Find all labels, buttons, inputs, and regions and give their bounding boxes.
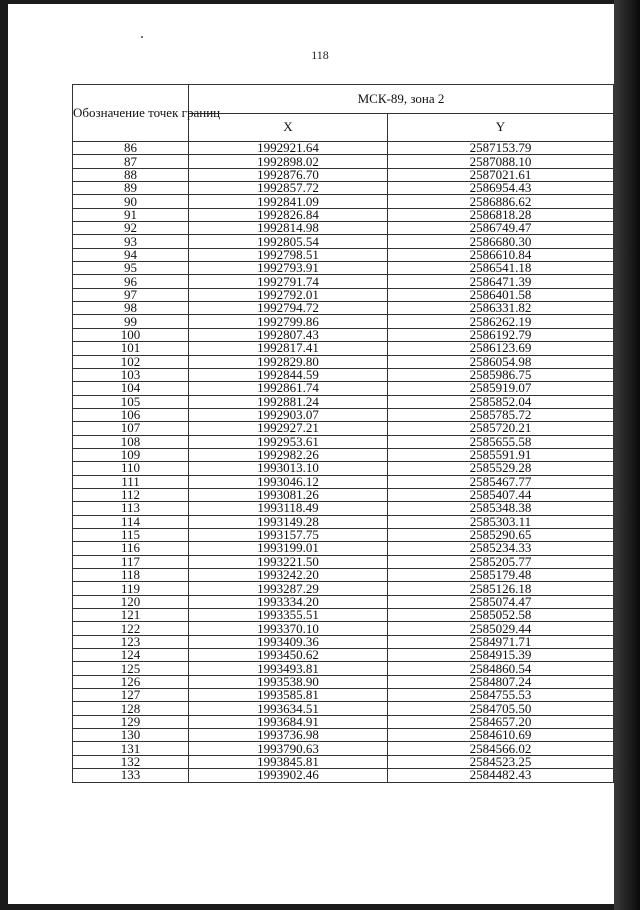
coord-x: 1992881.24: [189, 395, 388, 408]
coord-y: 2585205.77: [388, 555, 614, 568]
table-row: [73, 168, 614, 181]
coord-x: 1992841.09: [189, 195, 388, 208]
table-row: [73, 729, 614, 742]
coord-y: 2584755.53: [388, 689, 614, 702]
point-number: 108: [73, 435, 189, 448]
table-row: [73, 742, 614, 755]
coord-y: 2585919.07: [388, 382, 614, 395]
coord-y: 2585655.58: [388, 435, 614, 448]
coord-x: 1993370.10: [189, 622, 388, 635]
table-row: [73, 462, 614, 475]
coord-y: 2584523.25: [388, 755, 614, 768]
coord-x: 1993013.10: [189, 462, 388, 475]
point-number: 115: [73, 528, 189, 541]
coord-x: 1992861.74: [189, 382, 388, 395]
coord-x: 1993790.63: [189, 742, 388, 755]
point-number: 106: [73, 408, 189, 421]
coord-x: 1993149.28: [189, 515, 388, 528]
table-row: [73, 675, 614, 688]
coord-y: 2585348.38: [388, 502, 614, 515]
point-number: 109: [73, 448, 189, 461]
point-number: 127: [73, 689, 189, 702]
coord-y: 2584971.71: [388, 635, 614, 648]
coord-y: 2586471.39: [388, 275, 614, 288]
table-row: [73, 208, 614, 221]
header-coordinate-system: МСК-89, зона 2: [189, 85, 614, 114]
point-number: 96: [73, 275, 189, 288]
coord-y: 2585290.65: [388, 528, 614, 541]
coord-y: 2584657.20: [388, 715, 614, 728]
point-number: 95: [73, 262, 189, 275]
coord-y: 2585029.44: [388, 622, 614, 635]
table-row: [73, 649, 614, 662]
coordinates-table: [72, 84, 614, 783]
header-y: Y: [388, 113, 614, 142]
table-row: [73, 262, 614, 275]
coord-y: 2584482.43: [388, 769, 614, 782]
point-number: 130: [73, 729, 189, 742]
coord-y: 2585407.44: [388, 488, 614, 501]
point-number: 100: [73, 328, 189, 341]
table-row: [73, 622, 614, 635]
coord-x: 1992805.54: [189, 235, 388, 248]
coord-y: 2585074.47: [388, 595, 614, 608]
point-number: 103: [73, 368, 189, 381]
coord-y: 2586192.79: [388, 328, 614, 341]
scan-edge-shadow: [614, 0, 640, 910]
coord-y: 2587021.61: [388, 168, 614, 181]
point-number: 132: [73, 755, 189, 768]
table-row: [73, 195, 614, 208]
coord-x: 1992903.07: [189, 408, 388, 421]
point-number: 114: [73, 515, 189, 528]
coord-y: 2586541.18: [388, 262, 614, 275]
point-number: 119: [73, 582, 189, 595]
coord-x: 1992814.98: [189, 222, 388, 235]
point-number: 125: [73, 662, 189, 675]
coord-y: 2586886.62: [388, 195, 614, 208]
coord-x: 1993287.29: [189, 582, 388, 595]
table-row: [73, 515, 614, 528]
table-row: [73, 395, 614, 408]
coord-x: 1993081.26: [189, 488, 388, 501]
coord-y: 2586123.69: [388, 342, 614, 355]
point-number: 133: [73, 769, 189, 782]
point-number: 101: [73, 342, 189, 355]
scan-speck: [141, 36, 143, 38]
coord-x: 1993585.81: [189, 689, 388, 702]
table-row: [73, 422, 614, 435]
coord-y: 2584705.50: [388, 702, 614, 715]
point-number: 126: [73, 675, 189, 688]
coord-x: 1993450.62: [189, 649, 388, 662]
table-row: [73, 502, 614, 515]
table-body: [73, 142, 614, 783]
page-number: 118: [311, 48, 329, 62]
table-row: [73, 142, 614, 155]
table-row: [73, 355, 614, 368]
point-number: 112: [73, 488, 189, 501]
table-row: [73, 635, 614, 648]
table-row: [73, 569, 614, 582]
coord-x: 1993684.91: [189, 715, 388, 728]
coord-y: 2584807.24: [388, 675, 614, 688]
table-row: [73, 582, 614, 595]
point-number: 128: [73, 702, 189, 715]
point-number: 91: [73, 208, 189, 221]
point-number: 94: [73, 248, 189, 261]
table-row: [73, 288, 614, 301]
point-number: 131: [73, 742, 189, 755]
table-row: [73, 488, 614, 501]
table-row: [73, 435, 614, 448]
coord-x: 1993845.81: [189, 755, 388, 768]
table-row: [73, 248, 614, 261]
coord-y: 2586818.28: [388, 208, 614, 221]
table-row: [73, 182, 614, 195]
point-number: 111: [73, 475, 189, 488]
point-number: 107: [73, 422, 189, 435]
coord-x: 1992798.51: [189, 248, 388, 261]
coord-y: 2584915.39: [388, 649, 614, 662]
coord-y: 2585720.21: [388, 422, 614, 435]
coord-y: 2586262.19: [388, 315, 614, 328]
point-number: 129: [73, 715, 189, 728]
table-row: [73, 595, 614, 608]
coord-y: 2586610.84: [388, 248, 614, 261]
point-number: 99: [73, 315, 189, 328]
point-number: 102: [73, 355, 189, 368]
table-row: [73, 702, 614, 715]
coord-x: 1993493.81: [189, 662, 388, 675]
table-row: [73, 715, 614, 728]
table-row: [73, 368, 614, 381]
coord-x: 1992844.59: [189, 368, 388, 381]
coord-y: 2587153.79: [388, 142, 614, 155]
coord-y: 2584610.69: [388, 729, 614, 742]
coord-x: 1992791.74: [189, 275, 388, 288]
table-row: [73, 155, 614, 168]
table-row: [73, 662, 614, 675]
coord-y: 2585785.72: [388, 408, 614, 421]
point-number: 121: [73, 609, 189, 622]
coord-x: 1992794.72: [189, 302, 388, 315]
coord-y: 2586054.98: [388, 355, 614, 368]
coord-y: 2585529.28: [388, 462, 614, 475]
coord-x: 1993046.12: [189, 475, 388, 488]
coord-x: 1993409.36: [189, 635, 388, 648]
point-number: 87: [73, 155, 189, 168]
table-row: [73, 382, 614, 395]
coord-y: 2585126.18: [388, 582, 614, 595]
coord-y: 2586749.47: [388, 222, 614, 235]
header-point-designation: Обозначение точек границ: [73, 85, 189, 142]
table-row: [73, 302, 614, 315]
coord-y: 2585179.48: [388, 569, 614, 582]
point-number: 92: [73, 222, 189, 235]
coord-x: 1992927.21: [189, 422, 388, 435]
coord-y: 2585467.77: [388, 475, 614, 488]
coord-y: 2585591.91: [388, 448, 614, 461]
header-x: X: [189, 113, 388, 142]
point-number: 97: [73, 288, 189, 301]
table-row: [73, 275, 614, 288]
coord-x: 1992921.64: [189, 142, 388, 155]
coord-x: 1993199.01: [189, 542, 388, 555]
coord-x: 1993902.46: [189, 769, 388, 782]
coord-y: 2587088.10: [388, 155, 614, 168]
coord-x: 1992799.86: [189, 315, 388, 328]
point-number: 90: [73, 195, 189, 208]
coord-y: 2585052.58: [388, 609, 614, 622]
coord-x: 1992807.43: [189, 328, 388, 341]
point-number: 117: [73, 555, 189, 568]
coord-x: 1992817.41: [189, 342, 388, 355]
point-number: 120: [73, 595, 189, 608]
table-row: [73, 755, 614, 768]
table-row: [73, 315, 614, 328]
coord-x: 1993538.90: [189, 675, 388, 688]
coord-y: 2585303.11: [388, 515, 614, 528]
point-number: 123: [73, 635, 189, 648]
coord-y: 2584860.54: [388, 662, 614, 675]
point-number: 122: [73, 622, 189, 635]
point-number: 86: [73, 142, 189, 155]
coord-x: 1993157.75: [189, 528, 388, 541]
table-row: [73, 448, 614, 461]
coord-y: 2585234.33: [388, 542, 614, 555]
coord-y: 2584566.02: [388, 742, 614, 755]
coord-y: 2585852.04: [388, 395, 614, 408]
point-number: 113: [73, 502, 189, 515]
point-number: 98: [73, 302, 189, 315]
table-row: [73, 222, 614, 235]
coord-x: 1992953.61: [189, 435, 388, 448]
table-row: [73, 555, 614, 568]
point-number: 118: [73, 569, 189, 582]
table-row: [73, 542, 614, 555]
coord-x: 1992898.02: [189, 155, 388, 168]
coord-x: 1992982.26: [189, 448, 388, 461]
point-number: 104: [73, 382, 189, 395]
coord-x: 1992792.01: [189, 288, 388, 301]
coord-x: 1993118.49: [189, 502, 388, 515]
coord-x: 1993242.20: [189, 569, 388, 582]
coord-x: 1992826.84: [189, 208, 388, 221]
table-row: [73, 689, 614, 702]
coord-x: 1992829.80: [189, 355, 388, 368]
coord-x: 1992793.91: [189, 262, 388, 275]
coord-y: 2586680.30: [388, 235, 614, 248]
coord-x: 1992876.70: [189, 168, 388, 181]
coord-y: 2585986.75: [388, 368, 614, 381]
point-number: 124: [73, 649, 189, 662]
coord-y: 2586331.82: [388, 302, 614, 315]
point-number: 93: [73, 235, 189, 248]
table-row: [73, 609, 614, 622]
coord-x: 1993634.51: [189, 702, 388, 715]
table-row: [73, 528, 614, 541]
table-row: [73, 769, 614, 782]
table-row: [73, 235, 614, 248]
point-number: 116: [73, 542, 189, 555]
coord-x: 1992857.72: [189, 182, 388, 195]
coord-x: 1993355.51: [189, 609, 388, 622]
point-number: 88: [73, 168, 189, 181]
coord-x: 1993736.98: [189, 729, 388, 742]
point-number: 89: [73, 182, 189, 195]
coord-x: 1993334.20: [189, 595, 388, 608]
table-row: [73, 408, 614, 421]
point-number: 105: [73, 395, 189, 408]
table-row: [73, 328, 614, 341]
point-number: 110: [73, 462, 189, 475]
table-row: [73, 342, 614, 355]
coord-y: 2586401.58: [388, 288, 614, 301]
coord-y: 2586954.43: [388, 182, 614, 195]
coord-x: 1993221.50: [189, 555, 388, 568]
table-row: [73, 475, 614, 488]
